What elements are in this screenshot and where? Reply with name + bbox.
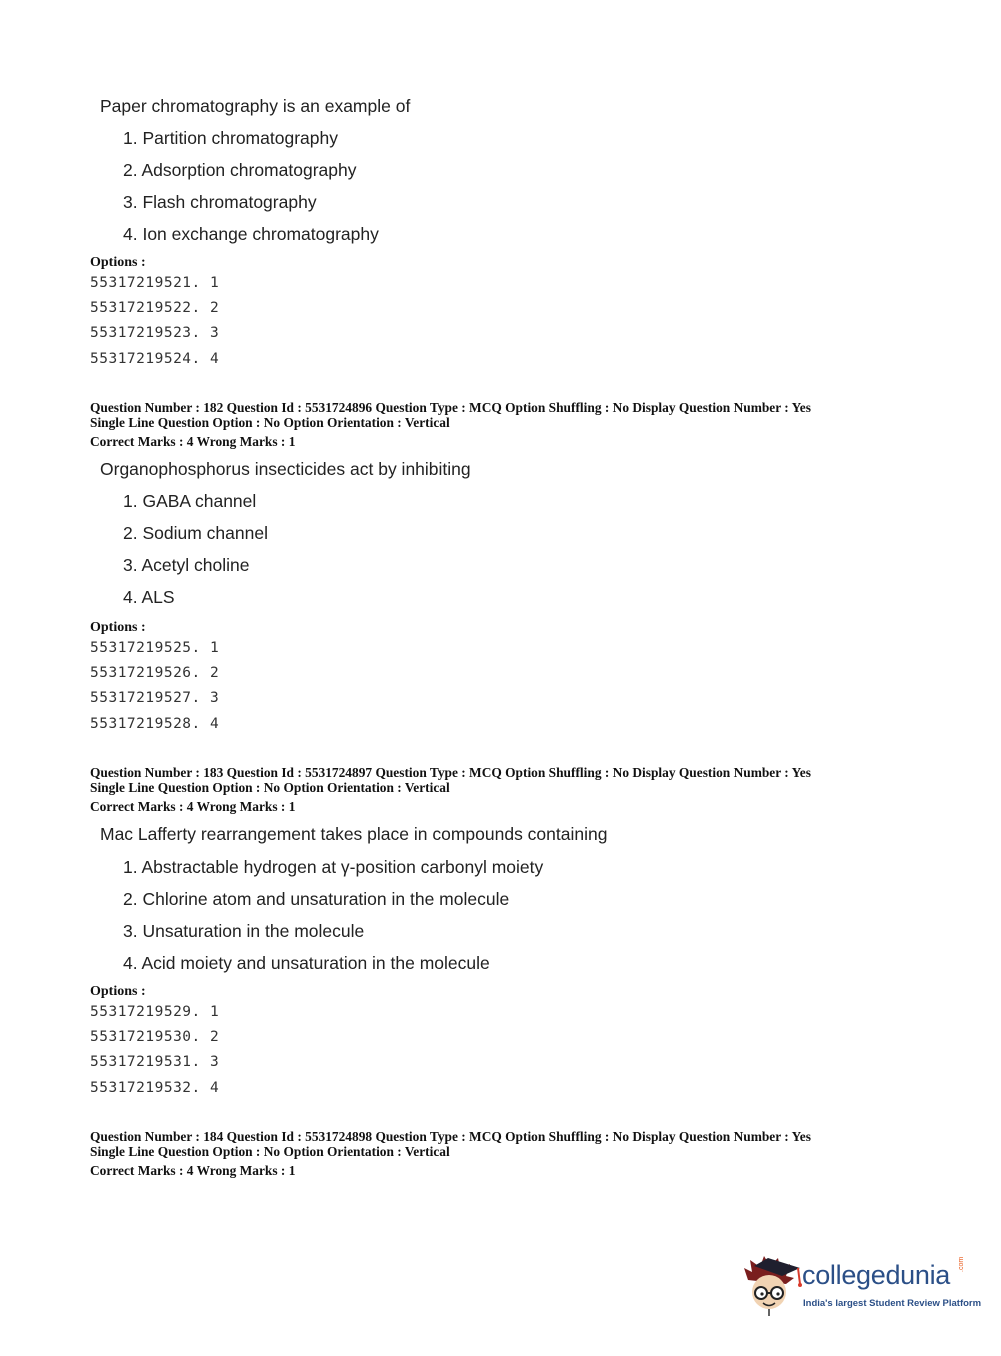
answer-choice: 1. Abstractable hydrogen at γ-position carbonyl moiety	[123, 857, 544, 877]
answer-choice: 3. Unsaturation in the molecule	[123, 921, 365, 941]
option-id: 55317219531. 3	[90, 1054, 220, 1070]
question-meta: Single Line Question Option : No Option Orientation : Vertical	[90, 780, 450, 795]
logo-tagline: India's largest Student Review Platform	[803, 1298, 982, 1309]
answer-choice: 2. Sodium channel	[123, 523, 268, 543]
collegedunia-logo	[742, 1250, 982, 1320]
question-meta: Question Number : 183 Question Id : 5531724897 Question Type : MCQ Option Shuffling : No Display Question Number : Yes	[90, 765, 811, 780]
answer-choice: 1. GABA channel	[123, 491, 257, 511]
answer-choice: 2. Chlorine atom and unsaturation in the molecule	[123, 889, 510, 909]
options-label: Options :	[90, 984, 146, 999]
question-marks: Correct Marks : 4 Wrong Marks : 1	[90, 434, 296, 449]
question-meta: Question Number : 182 Question Id : 5531724896 Question Type : MCQ Option Shuffling : No Display Question Number : Yes	[90, 400, 811, 415]
question-marks: Correct Marks : 4 Wrong Marks : 1	[90, 1163, 296, 1178]
question-text: Paper chromatography is an example of	[100, 96, 411, 116]
question-meta: Question Number : 184 Question Id : 5531724898 Question Type : MCQ Option Shuffling : No Display Question Number : Yes	[90, 1129, 811, 1144]
answer-choice: 3. Flash chromatography	[123, 192, 317, 212]
option-id: 55317219524. 4	[90, 351, 220, 367]
option-id: 55317219522. 2	[90, 300, 220, 316]
option-id: 55317219523. 3	[90, 325, 220, 341]
option-id: 55317219526. 2	[90, 665, 220, 681]
options-label: Options :	[90, 620, 146, 635]
option-id: 55317219532. 4	[90, 1080, 220, 1096]
question-meta: Single Line Question Option : No Option Orientation : Vertical	[90, 1144, 450, 1159]
answer-choice: 4. Acid moiety and unsaturation in the molecule	[123, 953, 490, 973]
answer-choice: 2. Adsorption chromatography	[123, 160, 357, 180]
logo-domain-suffix: .com	[958, 1256, 965, 1272]
option-id: 55317219529. 1	[90, 1004, 220, 1020]
options-label: Options :	[90, 255, 146, 270]
answer-choice: 1. Partition chromatography	[123, 128, 338, 148]
question-meta: Single Line Question Option : No Option Orientation : Vertical	[90, 415, 450, 430]
question-text: Mac Lafferty rearrangement takes place in compounds containing	[100, 824, 608, 844]
logo-wordmark: collegedunia	[802, 1260, 951, 1290]
question-marks: Correct Marks : 4 Wrong Marks : 1	[90, 799, 296, 814]
option-id: 55317219528. 4	[90, 716, 220, 732]
answer-choice: 3. Acetyl choline	[123, 555, 250, 575]
option-id: 55317219530. 2	[90, 1029, 220, 1045]
option-id: 55317219521. 1	[90, 275, 220, 291]
mascot-icon	[742, 1250, 804, 1320]
question-text: Organophosphorus insecticides act by inhibiting	[100, 459, 471, 479]
option-id: 55317219525. 1	[90, 640, 220, 656]
answer-choice: 4. Ion exchange chromatography	[123, 224, 379, 244]
option-id: 55317219527. 3	[90, 690, 220, 706]
answer-choice: 4. ALS	[123, 587, 175, 607]
